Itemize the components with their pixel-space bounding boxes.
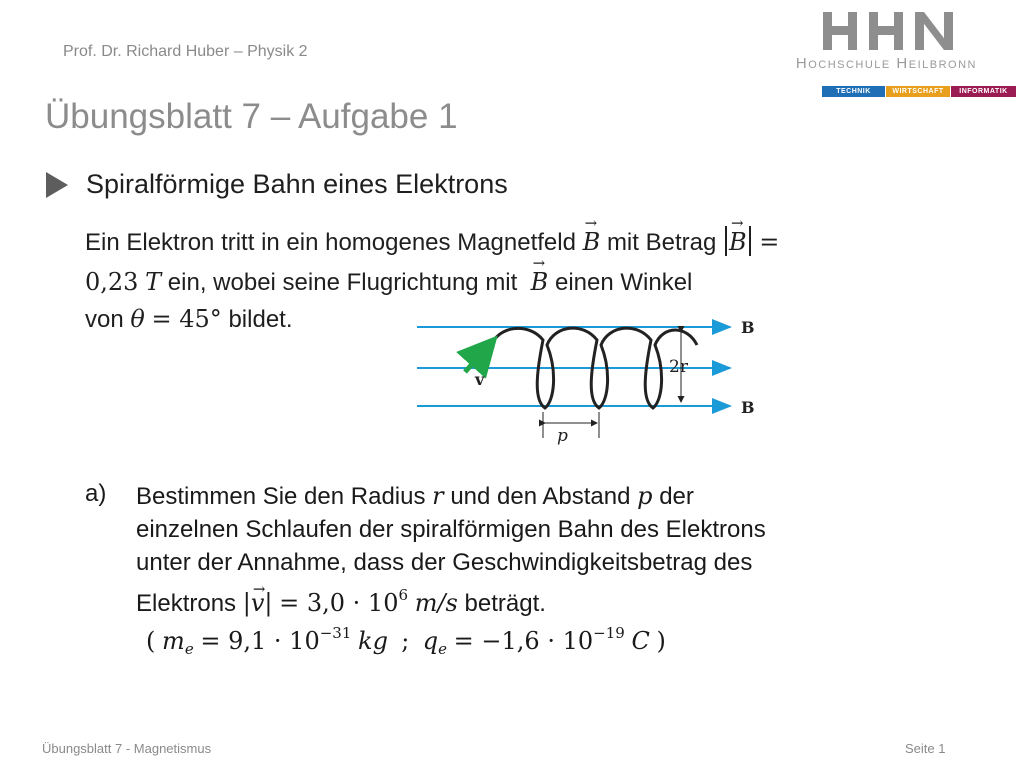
part-a-line-3: unter der Annahme, dass der Geschwindigkeitsbetrag des xyxy=(136,549,753,576)
part-a-label: a) xyxy=(85,480,107,507)
intro-von: von xyxy=(85,306,124,333)
part-a-line-4-text: Elektrons xyxy=(136,590,237,617)
electron-mass-exponent: −31 xyxy=(319,624,352,642)
speed-exponent: 6 xyxy=(398,586,409,604)
footer-page-number: Seite 1 xyxy=(905,741,946,756)
intro-mit-betrag: mit Betrag xyxy=(606,229,717,256)
electron-mass-value: = 9,1 · 10 xyxy=(200,627,320,655)
field-unit: T xyxy=(145,268,162,296)
header-author: Prof. Dr. Richard Huber – Physik 2 xyxy=(63,43,308,60)
logo-institution-name: Hochschule Heilbronn xyxy=(795,55,977,72)
electron-mass-symbol: m xyxy=(162,627,185,655)
electron-charge-unit: C xyxy=(631,627,650,655)
b-vector-magnitude-symbol: → B xyxy=(729,228,747,256)
intro-text-2: ein, wobei seine Flugrichtung mit xyxy=(167,269,518,296)
part-a-text xyxy=(136,480,766,620)
intro-line-2 xyxy=(85,268,692,297)
intro-line-3 xyxy=(85,305,293,334)
diameter-label: 2r xyxy=(669,357,688,377)
constants-close-paren: ) xyxy=(656,627,666,655)
field-value: 0,23 xyxy=(85,268,139,296)
intro-text-2-end: einen Winkel xyxy=(554,269,693,296)
field-label-top: B xyxy=(741,318,755,337)
electron-mass-unit: kg xyxy=(358,627,388,655)
logo-bar-informatik: INFORMATIK xyxy=(951,86,1016,97)
angle-value: = 45° xyxy=(151,305,222,333)
b-vector-symbol: → B xyxy=(583,228,601,256)
constants-open-paren: ( xyxy=(146,627,156,655)
logo-faculty-bars xyxy=(822,86,1016,97)
abs-bar-left xyxy=(725,226,727,256)
electron-charge-symbol: q xyxy=(422,627,439,655)
field-label-bottom: B xyxy=(741,398,755,417)
hhn-logo-mark xyxy=(823,10,955,52)
footer-sheet-name: Übungsblatt 7 - Magnetismus xyxy=(42,741,212,756)
bullet-arrow-icon xyxy=(46,172,68,198)
part-a-line-1-text: Bestimmen Sie den Radius xyxy=(136,483,426,510)
speed-value: = 3,0 · 10 xyxy=(279,589,399,617)
intro-bildet: bildet. xyxy=(228,306,293,333)
abs-bar-v-right: | xyxy=(264,589,273,617)
v-vector-symbol: → v xyxy=(251,587,265,620)
velocity-label: v xyxy=(475,370,485,389)
electron-mass-subscript: e xyxy=(184,640,194,658)
intro-line-1 xyxy=(85,226,779,257)
logo-bar-technik: TECHNIK xyxy=(822,86,885,97)
constants-line xyxy=(146,624,666,658)
pitch-label: p xyxy=(557,426,568,445)
slide-title: Übungsblatt 7 – Aufgabe 1 xyxy=(45,97,458,136)
intro-text: Ein Elektron tritt in ein homogenes Magnetfeld xyxy=(85,229,576,256)
bullet-heading xyxy=(46,169,508,200)
part-a-line-1 xyxy=(136,480,766,513)
speed-unit: m/s xyxy=(414,589,458,617)
electron-charge-exponent: −19 xyxy=(593,624,625,642)
equals-sign: = xyxy=(759,228,780,256)
theta-symbol: θ xyxy=(130,305,145,333)
electron-charge-value: = −1,6 · 10 xyxy=(453,627,594,655)
part-a-line-2: einzelnen Schlaufen der spiralförmigen Bahn des Elektrons xyxy=(136,516,766,543)
electron-charge-subscript: e xyxy=(438,640,447,658)
bullet-heading-text: Spiralförmige Bahn eines Elektrons xyxy=(86,169,508,199)
b-vector-symbol-2: → B xyxy=(531,268,549,296)
abs-bar-right xyxy=(749,226,751,256)
part-a-line-1-end: der xyxy=(659,483,694,510)
logo-bar-wirtschaft: WIRTSCHAFT xyxy=(886,86,950,97)
part-a-line-1-mid: und den Abstand xyxy=(450,483,631,510)
part-a-line-4 xyxy=(136,579,766,620)
abs-bar-v-left: | xyxy=(242,589,251,617)
part-a-line-4-end: beträgt. xyxy=(464,590,546,617)
helix-figure xyxy=(405,310,775,445)
constants-separator: ; xyxy=(401,627,410,655)
radius-symbol: r xyxy=(432,482,444,510)
pitch-symbol: p xyxy=(637,482,653,510)
